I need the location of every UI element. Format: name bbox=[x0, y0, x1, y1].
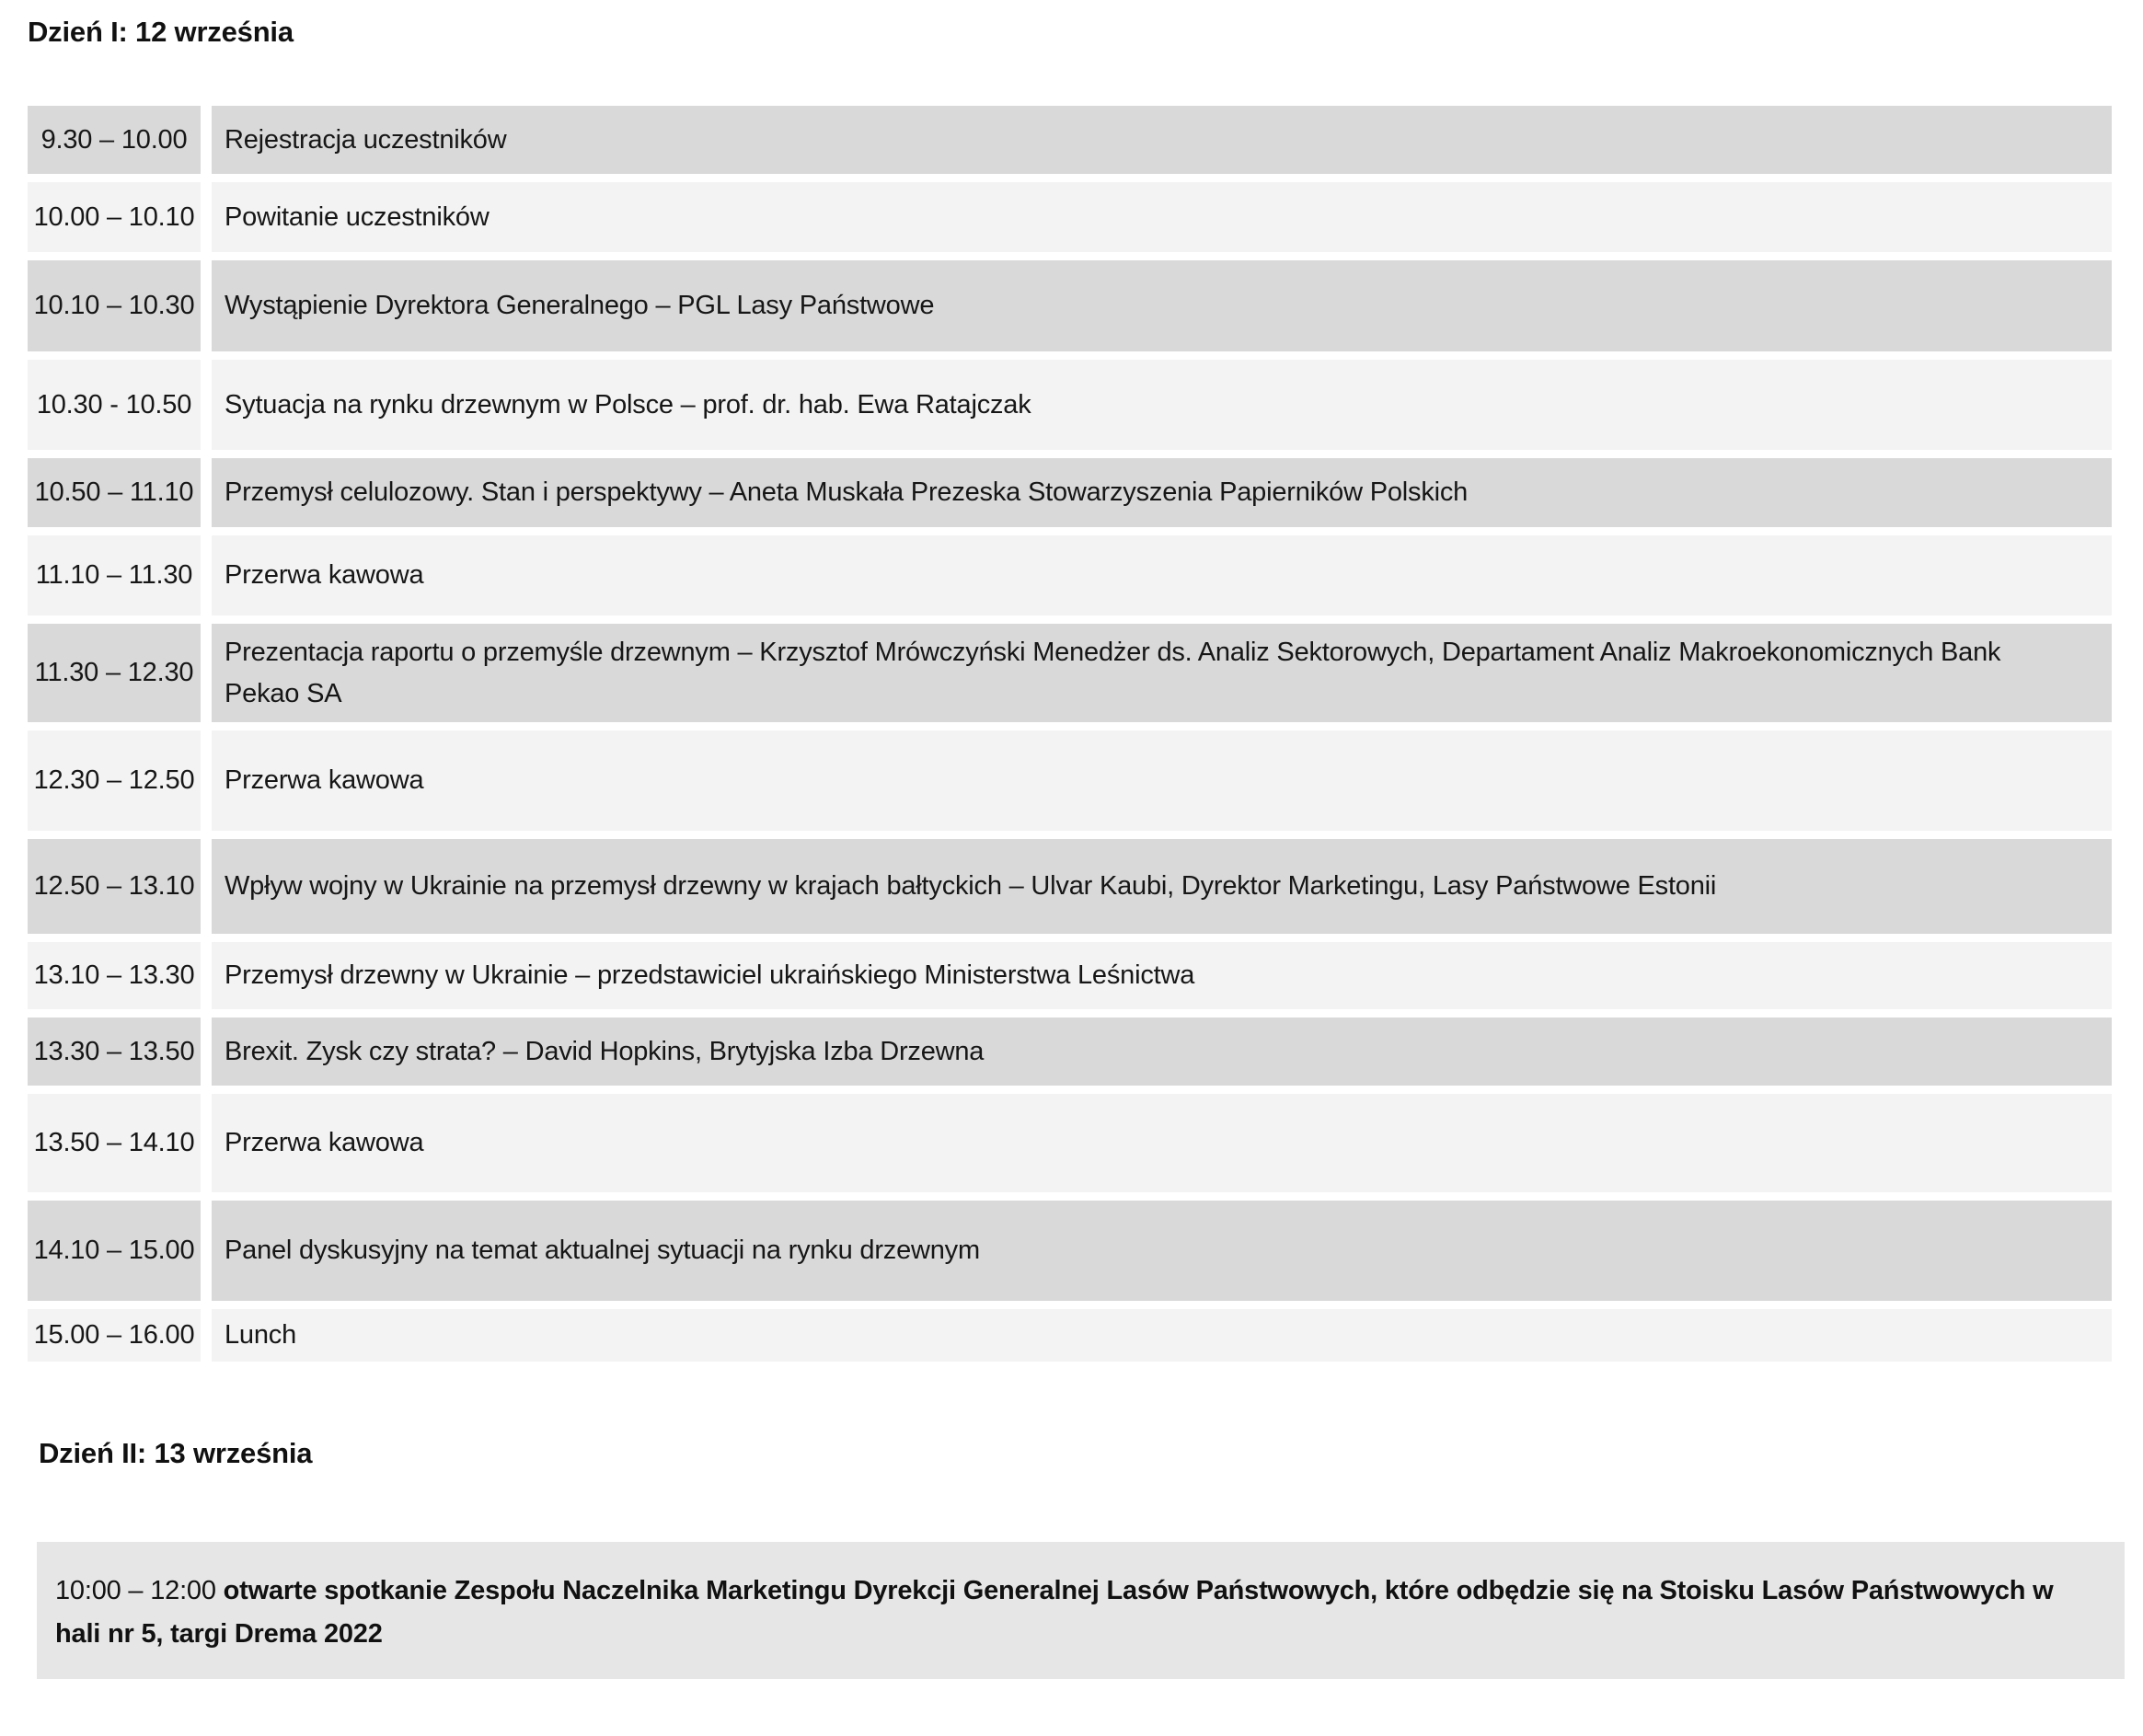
session-cell: Przerwa kawowa bbox=[212, 730, 2112, 831]
session-cell: Sytuacja na rynku drzewnym w Polsce – prof. dr. hab. Ewa Ratajczak bbox=[212, 360, 2112, 450]
day1-heading: Dzień I: 12 września bbox=[28, 16, 294, 48]
schedule-row bbox=[28, 839, 2112, 934]
schedule-row bbox=[28, 106, 2112, 174]
session-cell: Rejestracja uczestników bbox=[212, 106, 2112, 174]
session-cell: Przerwa kawowa bbox=[212, 1094, 2112, 1192]
time-cell: 15.00 – 16.00 bbox=[28, 1309, 201, 1362]
time-cell: 11.10 – 11.30 bbox=[28, 535, 201, 615]
schedule-row bbox=[28, 458, 2112, 527]
session-cell: Panel dyskusyjny na temat aktualnej sytuacji na rynku drzewnym bbox=[212, 1201, 2112, 1301]
session-cell: Przemysł celulozowy. Stan i perspektywy – Aneta Muskała Prezeska Stowarzyszenia Papierników Polskich bbox=[212, 458, 2112, 527]
day2-note bbox=[37, 1542, 2125, 1679]
note-text: otwarte spotkanie Zespołu Naczelnika Marketingu Dyrekcji Generalnej Lasów Państwowych, które odbędzie się na Stoisku Lasów Państwowych w hali nr 5, targi Drema 2022 bbox=[55, 1576, 2054, 1649]
session-cell: Lunch bbox=[212, 1309, 2112, 1362]
session-cell: Wpływ wojny w Ukrainie na przemysł drzewny w krajach bałtyckich – Ulvar Kaubi, Dyrektor Marketingu, Lasy Państwowe Estonii bbox=[212, 839, 2112, 934]
schedule-row bbox=[28, 260, 2112, 351]
time-cell: 14.10 – 15.00 bbox=[28, 1201, 201, 1301]
schedule-row bbox=[28, 1309, 2112, 1362]
time-cell: 13.10 – 13.30 bbox=[28, 942, 201, 1009]
time-cell: 10.10 – 10.30 bbox=[28, 260, 201, 351]
time-cell: 13.50 – 14.10 bbox=[28, 1094, 201, 1192]
day2-heading: Dzień II: 13 września bbox=[39, 1437, 313, 1470]
session-cell: Powitanie uczestników bbox=[212, 182, 2112, 252]
schedule-row bbox=[28, 730, 2112, 831]
schedule-row bbox=[28, 535, 2112, 615]
session-cell: Prezentacja raportu o przemyśle drzewnym – Krzysztof Mrówczyński Menedżer ds. Analiz Sektorowych, Departament Analiz Makroekonomicznych Bank Pekao SA bbox=[212, 624, 2112, 722]
time-cell: 13.30 – 13.50 bbox=[28, 1017, 201, 1086]
schedule-row bbox=[28, 942, 2112, 1009]
note-time: 10:00 – 12:00 bbox=[55, 1576, 224, 1606]
schedule-row bbox=[28, 1094, 2112, 1192]
time-cell: 10.30 - 10.50 bbox=[28, 360, 201, 450]
time-cell: 10.50 – 11.10 bbox=[28, 458, 201, 527]
session-cell: Przemysł drzewny w Ukrainie – przedstawiciel ukraińskiego Ministerstwa Leśnictwa bbox=[212, 942, 2112, 1009]
session-cell: Przerwa kawowa bbox=[212, 535, 2112, 615]
session-cell: Brexit. Zysk czy strata? – David Hopkins, Brytyjska Izba Drzewna bbox=[212, 1017, 2112, 1086]
time-cell: 11.30 – 12.30 bbox=[28, 624, 201, 722]
time-cell: 10.00 – 10.10 bbox=[28, 182, 201, 252]
time-cell: 12.50 – 13.10 bbox=[28, 839, 201, 934]
time-cell: 12.30 – 12.50 bbox=[28, 730, 201, 831]
schedule-row bbox=[28, 360, 2112, 450]
session-cell: Wystąpienie Dyrektora Generalnego – PGL Lasy Państwowe bbox=[212, 260, 2112, 351]
time-cell: 9.30 – 10.00 bbox=[28, 106, 201, 174]
schedule-row bbox=[28, 624, 2112, 722]
schedule-table bbox=[28, 106, 2112, 1362]
schedule-row bbox=[28, 1017, 2112, 1086]
schedule-row bbox=[28, 182, 2112, 252]
schedule-row bbox=[28, 1201, 2112, 1301]
